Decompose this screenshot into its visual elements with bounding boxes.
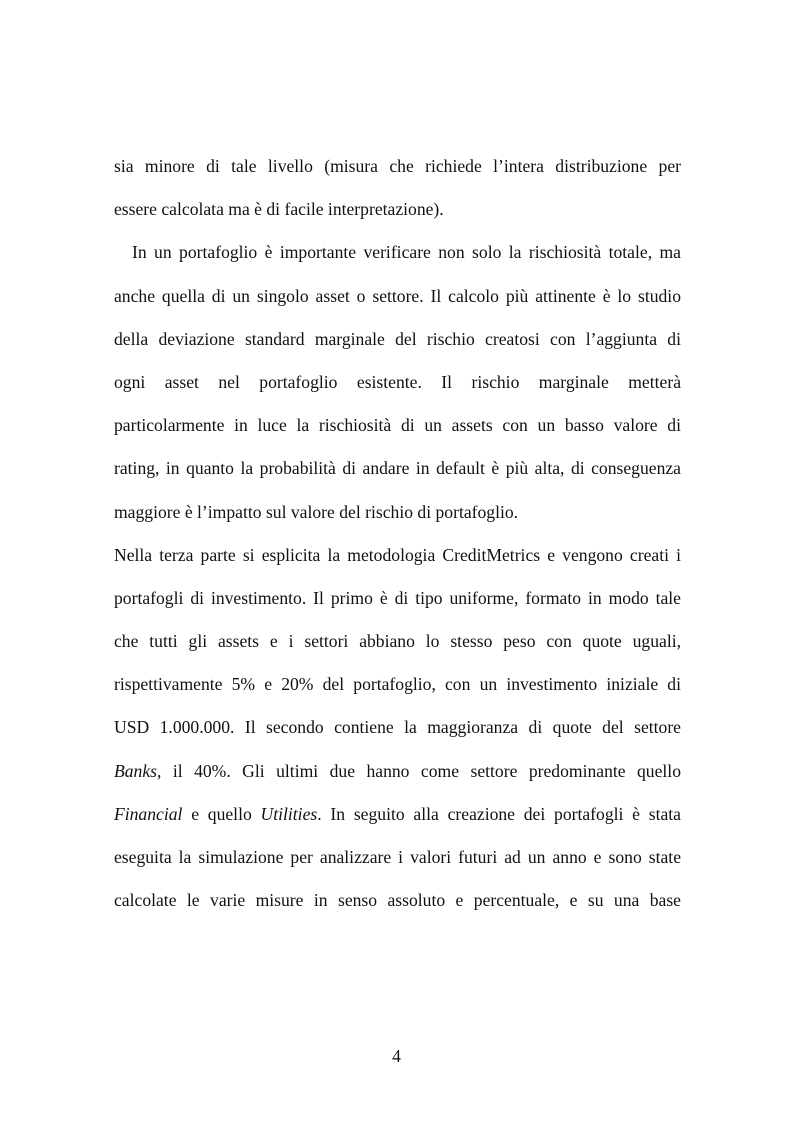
- text-line: Financial e quello Utilities. In seguito alla creazione dei portafogli è stata: [114, 803, 681, 824]
- text-line: maggiore è l’impatto sul valore del rischio di portafoglio.: [114, 501, 519, 522]
- text-line: particolarmente in luce la rischiosità di un assets con un basso valore di: [114, 415, 681, 436]
- text-line: anche quella di un singolo asset o settore. Il calcolo più attinente è lo studio: [114, 285, 681, 306]
- text-line: In un portafoglio è importante verificare non solo la rischiosità totale, ma: [132, 242, 681, 263]
- text-line: rispettivamente 5% e 20% del portafoglio, con un investimento iniziale di: [114, 674, 681, 695]
- text-line: che tutti gli assets e i settori abbiano lo stesso peso con quote uguali,: [114, 631, 681, 652]
- italic-term: Utilities: [260, 803, 318, 824]
- italic-term: Banks: [114, 760, 157, 781]
- text-line: essere calcolata ma è di facile interpretazione).: [114, 199, 444, 220]
- italic-term: Financial: [114, 803, 183, 824]
- text-line: della deviazione standard marginale del rischio creatosi con l’aggiunta di: [114, 328, 681, 349]
- text-line: rating, in quanto la probabilità di andare in default è più alta, di conseguenza: [114, 458, 681, 479]
- text-line: Banks, il 40%. Gli ultimi due hanno come settore predominante quello: [114, 760, 681, 781]
- text-line: portafogli di investimento. Il primo è di tipo uniforme, formato in modo tale: [114, 587, 681, 608]
- text-line: Nella terza parte si esplicita la metodologia CreditMetrics e vengono creati i: [114, 544, 681, 565]
- text-line: USD 1.000.000. Il secondo contiene la maggioranza di quote del settore: [114, 717, 681, 738]
- text-line: calcolate le varie misure in senso assoluto e percentuale, e su una base: [114, 890, 681, 911]
- text-line: sia minore di tale livello (misura che richiede l’intera distribuzione per: [114, 156, 681, 176]
- page-number: 4: [392, 1046, 401, 1066]
- body-text: [114, 145, 681, 922]
- text-line: eseguita la simulazione per analizzare i valori futuri ad un anno e sono state: [114, 847, 681, 867]
- text-line: ogni asset nel portafoglio esistente. Il rischio marginale metterà: [114, 371, 681, 392]
